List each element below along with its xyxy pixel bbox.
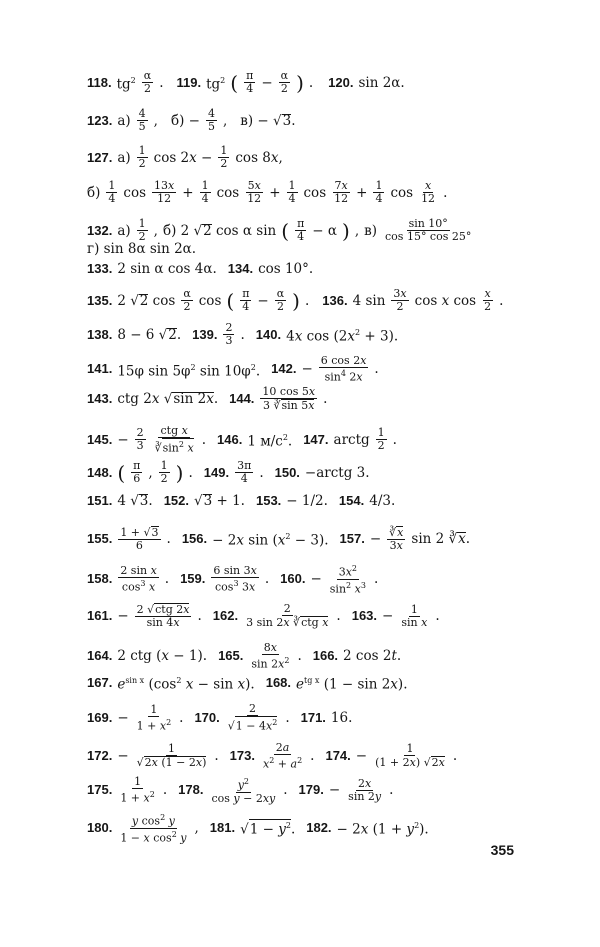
answer-line: 145. − $\frac{2}{3}$ $\frac{\text{ctg x}}{∛\sin^2 x}$ . 146. 1 $м/с^2$. 147. arctg $\frac{1}{2}$ . xyxy=(87,424,397,455)
answer-line: 123. а) $\frac{4}{5}$ , б) − $\frac{4}{5}$ , в) − √3. xyxy=(87,107,296,133)
answer-line: 175. $\frac{1}{1 + x^2}$ . 178. $\frac{y^2}{\text{cos y − 2xy}}$ . 179. − $\frac{2x}{\sin 2y}$ . xyxy=(87,775,394,805)
answer-line: 151. 4 √3. 152. √3 + 1. 153. − 1/2. 154. 4/3. xyxy=(87,493,396,509)
answer-line: 169. − $\frac{1}{1 + x^2}$ . 170. $\frac{2}{√1 - 4x^2}$ . 171. 16. xyxy=(87,702,353,733)
answer-line: 127. а) $\frac{1}{2}$ cos 2x − $\frac{1}{2}$ cos 8x, xyxy=(87,144,283,170)
answer-line: 172. − $\frac{1}{√2x (1 - 2x)}$ . 173. $\frac{2a}{x^2 + a^2}$ . 174. − $\frac{1}{(1 + 2x) √2x}$ . xyxy=(87,741,458,771)
answer-line: 161. − $\frac{\text{2 √ctg 2x}}{\sin 4x}$ . 162. $\frac{2}{\text{3 sin 2x ∛ctg x}}$ . 163. − $\frac{1}{\text{sin x}}$ . xyxy=(87,602,440,629)
answer-line: 167. $e^{sin x}$ ($\cos^2$ x − sin x). 168. $e^{tg x}$ (1 − sin 2x). xyxy=(87,674,408,693)
answer-line: 118. $tg^2$ $\frac{\alpha}{2}$ . 119. $tg^2$ ( $\frac{\pi}{4}$ − $\frac{\alpha}{2}$ ) . 120. sin 2α. xyxy=(87,69,405,95)
answer-line: 158. $\frac{\text{2 sin x}}{\cos^3 x}$ . 159. $\frac{6 \sin 3x}{\cos^3 3x}$ . 160. − $\frac{3x^2}{\sin^2 x^3}$ . xyxy=(87,563,379,596)
answer-line: г) sin 8α sin 2α. xyxy=(87,241,197,257)
answer-line: 155. $\frac{1 + √3}{6}$ . 156. − 2x $\sin (x^2 - 3)$. 157. − $\frac{∛x}{3x}$ sin 2 ∛x. xyxy=(87,526,471,552)
answer-line: 133. 2 sin α cos 4α. 134. cos 10°. xyxy=(87,261,314,277)
answer-line: 135. 2 √2 cos $\frac{\alpha}{2}$ cos ( $\frac{\pi}{4}$ − $\frac{\alpha}{2}$ ) . 136. 4 sin $\frac{3x}{2}$ cos x cos $\frac{x}{2}$ . xyxy=(87,287,504,313)
answer-line: 141. 15φ $\sin 5\varphi^2$ $\sin 10\varphi^2$. 142. − $\frac{6 \cos 2x}{\sin^4 2x}$ . xyxy=(87,354,379,384)
answer-line: 180. $\frac{y \cos^2 y}{1 - x \cos^2 y}$ , 181. $√1 - y^2$. 182. − 2x $(1 + y^2)$. xyxy=(87,813,429,845)
answer-line: 148. ( $\frac{\pi}{6}$ , $\frac{1}{2}$ ) . 149. $\frac{3\pi}{4}$ . 150. −arctg 3. xyxy=(87,459,370,485)
answer-line: б) $\frac{1}{4}$ cos $\frac{13x}{12}$ + $\frac{1}{4}$ cos $\frac{5x}{12}$ + $\frac{1}{4}$ cos $\frac{7x}{12}$ + $\frac{1}{4}$ cos $\frac{x}{12}$ . xyxy=(87,179,448,205)
answer-line: 132. а) $\frac{1}{2}$ , б) 2 √2 cos α sin ( $\frac{\pi}{4}$ − α ) , в) $\frac{\sin 10^\circ}{\cos 15^\circ \cos 25^\circ}$ xyxy=(87,217,472,243)
answer-line: 164. 2 ctg (x − 1). 165. $\frac{8x}{\sin 2x^2}$ . 166. 2 cos 2t. xyxy=(87,641,402,671)
page-number: 355 xyxy=(490,842,514,858)
answer-line: 143. ctg 2x √sin 2x. 144. $\frac{10 \cos 5x}{3 ∛\sin 5x}$ . xyxy=(87,385,328,412)
answer-line: 138. 8 − 6 √2. 139. $\frac{2}{3}$ . 140. 4x $\cos (2x^2 + 3)$. xyxy=(87,321,399,347)
